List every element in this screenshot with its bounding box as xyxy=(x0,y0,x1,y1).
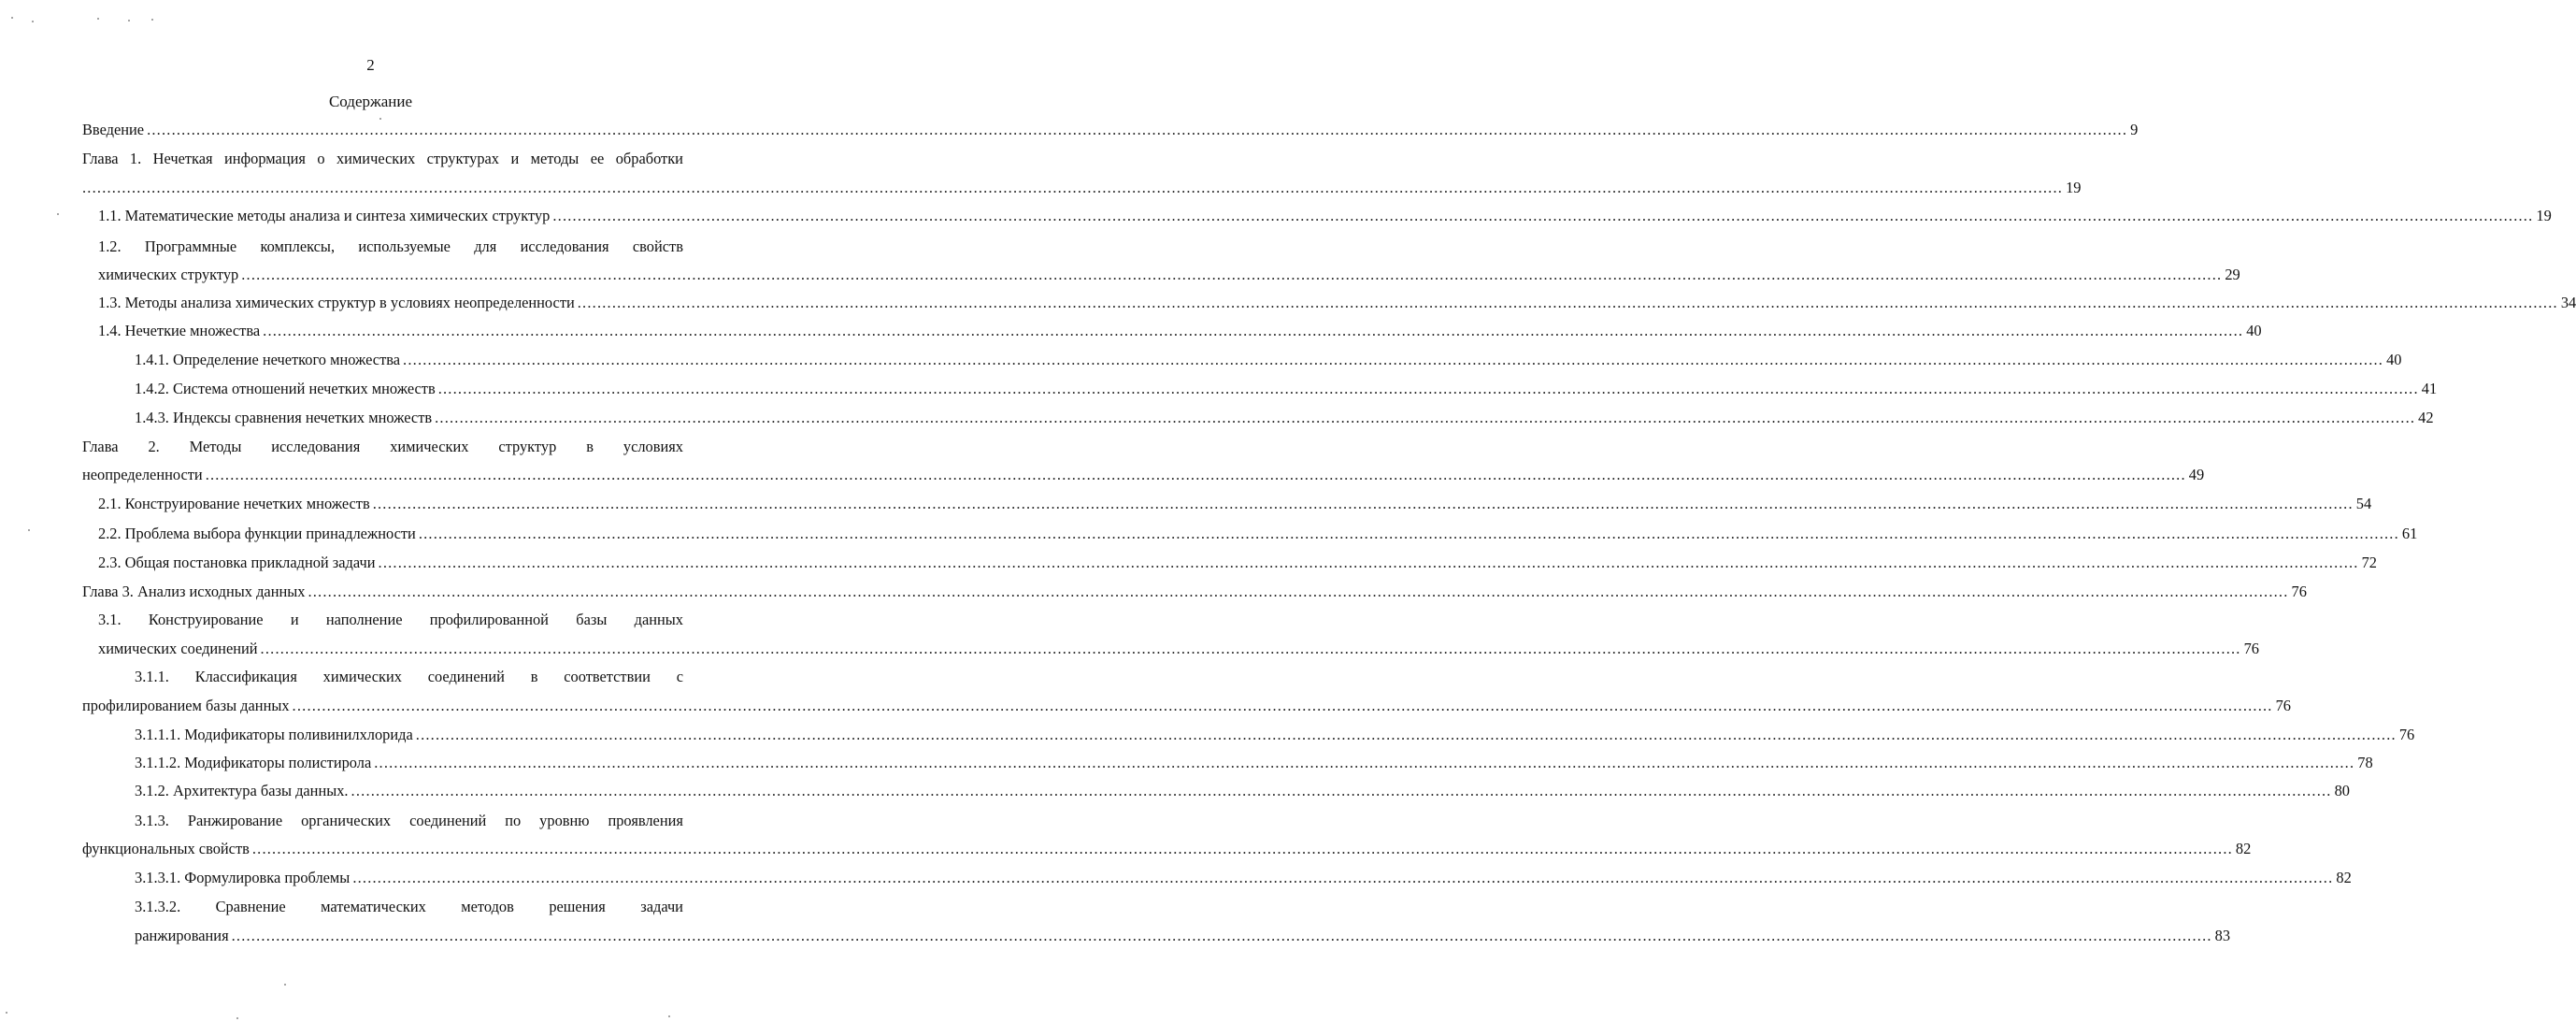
toc-word: Глава xyxy=(82,438,119,455)
toc-word: обработки xyxy=(615,150,683,167)
toc-entry xyxy=(98,640,2259,658)
leader-dots: ................................................................................................................................................................................................................................................................................................................................................................................................................ xyxy=(577,294,2558,311)
toc-entry xyxy=(98,495,2372,513)
toc-entry-wrapped-line xyxy=(98,238,683,256)
toc-entry xyxy=(135,869,2352,887)
leader-dots: ................................................................................................................................................................................................................................................................................................................................................................................................................ xyxy=(231,927,2212,944)
leader-dots: ................................................................................................................................................................................................................................................................................................................................................................................................................ xyxy=(374,754,2355,771)
toc-entry-text: неопределенности xyxy=(82,466,203,483)
toc-entry-text: Введение xyxy=(82,121,145,138)
leader-dots: ................................................................................................................................................................................................................................................................................................................................................................................................................ xyxy=(403,351,2384,368)
leader-dots: ................................................................................................................................................................................................................................................................................................................................................................................................................ xyxy=(241,266,2223,283)
toc-page-number: 83 xyxy=(2214,927,2231,944)
toc-page-number: 72 xyxy=(2361,554,2377,571)
toc-page-number: 29 xyxy=(2225,266,2240,283)
toc-word: 2. xyxy=(148,438,160,455)
toc-word: Ранжирование xyxy=(187,812,283,829)
toc-page-number: 80 xyxy=(2334,782,2350,799)
toc-word: соответствии xyxy=(564,668,651,685)
toc-word: 3.1.3.2. xyxy=(135,898,181,915)
toc-word: с xyxy=(676,668,683,685)
toc-entry xyxy=(98,294,2576,312)
toc-entry xyxy=(82,466,2205,484)
toc-page-number: 76 xyxy=(2275,697,2291,714)
leader-dots: ................................................................................................................................................................................................................................................................................................................................................................................................................ xyxy=(372,495,2354,512)
leader-dots: ................................................................................................................................................................................................................................................................................................................................................................................................................ xyxy=(552,207,2534,224)
toc-page-number: 40 xyxy=(2386,351,2402,368)
toc-entry-text: 1.3. Методы анализа химических структур в условиях неопределенности xyxy=(98,294,575,311)
toc-entry xyxy=(135,351,2402,369)
toc-entry xyxy=(135,409,2434,427)
leader-dots: ................................................................................................................................................................................................................................................................................................................................................................................................................ xyxy=(260,640,2241,657)
toc-word: математических xyxy=(321,898,426,915)
toc-word: 3.1. xyxy=(98,611,122,628)
toc-page-number: 82 xyxy=(2336,869,2352,886)
toc-word: о xyxy=(317,150,325,167)
toc-entry-wrapped-line xyxy=(135,898,683,916)
toc-word: химических xyxy=(336,150,416,167)
toc-word: решения xyxy=(549,898,606,915)
toc-page-number: 19 xyxy=(2536,207,2552,224)
leader-dots: ................................................................................................................................................................................................................................................................................................................................................................................................................ xyxy=(251,840,2233,857)
toc-word: Программные xyxy=(144,238,237,255)
leader-dots: ................................................................................................................................................................................................................................................................................................................................................................................................................ xyxy=(378,554,2359,571)
leader-dots: ................................................................................................................................................................................................................................................................................................................................................................................................................ xyxy=(205,466,2186,483)
toc-word: 3.1.3. xyxy=(135,812,169,829)
toc-word: структур xyxy=(498,438,557,455)
toc-entry-wrapped-line xyxy=(82,438,683,456)
toc-entry xyxy=(82,583,2307,601)
leader-dots: ................................................................................................................................................................................................................................................................................................................................................................................................................ xyxy=(435,409,2416,426)
toc-entry-text: химических соединений xyxy=(98,640,258,657)
toc-word: для xyxy=(474,238,497,255)
toc-word: свойств xyxy=(632,238,683,255)
toc-page-number: 34 xyxy=(2560,294,2576,311)
toc-entry-text: ранжирования xyxy=(135,927,229,944)
scan-speck xyxy=(97,18,99,20)
leader-dots: ................................................................................................................................................................................................................................................................................................................................................................................................................ xyxy=(263,322,2244,339)
scan-speck xyxy=(32,21,34,22)
toc-word: исследования xyxy=(520,238,609,255)
toc-entry-text: 2.3. Общая постановка прикладной задачи xyxy=(98,554,376,571)
toc-entry-text: 3.1.1.2. Модификаторы полистирола xyxy=(135,754,372,771)
toc-entry xyxy=(135,726,2415,744)
toc-word: Классификация xyxy=(194,668,297,685)
toc-word: химических xyxy=(322,668,402,685)
toc-word: ее xyxy=(590,150,605,167)
toc-entry-wrapped-line xyxy=(82,150,683,168)
toc-entry-text: 1.4.2. Система отношений нечетких множеств xyxy=(135,380,436,397)
toc-word: соединений xyxy=(409,812,487,829)
toc-entry xyxy=(82,121,2139,139)
leader-dots: ................................................................................................................................................................................................................................................................................................................................................................................................................ xyxy=(292,697,2273,714)
toc-page-number: 19 xyxy=(2066,179,2082,196)
toc-title: Содержание xyxy=(328,93,413,110)
leader-dots: ................................................................................................................................................................................................................................................................................................................................................................................................................ xyxy=(352,869,2334,886)
toc-entry xyxy=(98,554,2377,572)
toc-word: 3.1.1. xyxy=(135,668,169,685)
scan-speck xyxy=(151,19,153,21)
toc-word: базы xyxy=(576,611,608,628)
scan-speck xyxy=(668,1015,670,1017)
toc-entry-text: профилированием базы данных xyxy=(82,697,290,714)
toc-word: исследования xyxy=(271,438,361,455)
toc-word: данных xyxy=(634,611,683,628)
toc-page-number: 40 xyxy=(2246,322,2262,339)
toc-entry xyxy=(135,782,2350,800)
toc-entry-text: 3.1.1.1. Модификаторы поливинилхлорида xyxy=(135,726,413,743)
toc-entry xyxy=(82,840,2252,858)
toc-entry-text: 3.1.2. Архитектура базы данных. xyxy=(135,782,349,799)
leader-dots: ................................................................................................................................................................................................................................................................................................................................................................................................................ xyxy=(147,121,2128,138)
toc-word: 1.2. xyxy=(98,238,122,255)
toc-word: органических xyxy=(301,812,392,829)
leader-dots: ................................................................................................................................................................................................................................................................................................................................................................................................................ xyxy=(308,583,2289,600)
toc-word: и xyxy=(290,611,299,628)
leader-dots: ................................................................................................................................................................................................................................................................................................................................................................................................................ xyxy=(437,380,2419,397)
scan-speck xyxy=(236,1017,238,1019)
toc-page-number: 41 xyxy=(2421,380,2438,397)
toc-word: по xyxy=(505,812,522,829)
toc-entry-wrapped-line xyxy=(98,611,683,629)
page-number: 2 xyxy=(366,56,375,74)
toc-entry xyxy=(135,754,2373,772)
toc-word: и xyxy=(510,150,520,167)
toc-word: Сравнение xyxy=(215,898,286,915)
scan-speck xyxy=(379,118,381,120)
toc-entry-text: Глава 3. Анализ исходных данных xyxy=(82,583,306,600)
toc-entry-text: функциональных свойств xyxy=(82,840,250,857)
toc-word: профилированной xyxy=(429,611,549,628)
toc-entry-text: 1.1. Математические методы анализа и синтеза химических структур xyxy=(98,207,551,224)
toc-entry xyxy=(98,322,2262,340)
toc-page-number: 82 xyxy=(2235,840,2252,857)
toc-entry-wrapped-line xyxy=(135,812,683,830)
toc-word: наполнение xyxy=(325,611,403,628)
toc-entry-text: химических структур xyxy=(98,266,239,283)
leader-dots: ................................................................................................................................................................................................................................................................................................................................................................................................................ xyxy=(415,726,2397,743)
toc-word: уровню xyxy=(539,812,590,829)
toc-page-number: 54 xyxy=(2355,495,2372,512)
toc-word: Нечеткая xyxy=(152,150,213,167)
toc-page-number: 78 xyxy=(2357,754,2373,771)
toc-page-number: 76 xyxy=(2398,726,2415,743)
toc-word: Конструирование xyxy=(148,611,264,628)
scan-speck xyxy=(128,20,130,22)
toc-word: задачи xyxy=(640,898,683,915)
toc-word: условиях xyxy=(623,438,683,455)
toc-entry-text: 1.4.1. Определение нечеткого множества xyxy=(135,351,401,368)
scan-speck xyxy=(28,529,30,531)
toc-entry-text: 1.4. Нечеткие множества xyxy=(98,322,261,339)
scan-speck xyxy=(11,17,13,19)
toc-page-number: 61 xyxy=(2401,525,2418,542)
toc-word: Методы xyxy=(189,438,242,455)
leader-dots: ................................................................................................................................................................................................................................................................................................................................................................................................................ xyxy=(418,525,2399,542)
toc-entry xyxy=(135,927,2231,945)
toc-entry-text: 3.1.3.1. Формулировка проблемы xyxy=(135,869,351,886)
toc-page-number: 42 xyxy=(2418,409,2434,426)
toc-entry-text: 1.4.3. Индексы сравнения нечетких множеств xyxy=(135,409,433,426)
toc-entry xyxy=(135,380,2438,398)
leader-dots: ................................................................................................................................................................................................................................................................................................................................................................................................................ xyxy=(351,782,2332,799)
toc-word: химических xyxy=(390,438,469,455)
toc-entry xyxy=(98,266,2240,284)
toc-entry-text: 2.1. Конструирование нечетких множеств xyxy=(98,495,370,512)
toc-word: используемые xyxy=(358,238,451,255)
toc-entry xyxy=(98,207,2552,225)
toc-entry-wrapped-line xyxy=(135,668,683,686)
toc-word: проявления xyxy=(608,812,683,829)
toc-word: комплексы, xyxy=(260,238,336,255)
scan-speck xyxy=(284,984,286,986)
toc-entry-continuation xyxy=(82,179,2082,197)
toc-word: информация xyxy=(223,150,306,167)
scan-speck xyxy=(57,213,59,215)
toc-word: в xyxy=(530,668,538,685)
toc-page-number: 76 xyxy=(2291,583,2307,600)
scan-speck xyxy=(6,1012,7,1014)
leader-dots: ................................................................................................................................................................................................................................................................................................................................................................................................................ xyxy=(82,179,2064,196)
toc-word: Глава xyxy=(82,150,119,167)
toc-word: соединений xyxy=(427,668,505,685)
toc-entry xyxy=(98,525,2418,543)
toc-page-number: 49 xyxy=(2188,466,2205,483)
toc-word: методов xyxy=(461,898,514,915)
toc-entry-text: 2.2. Проблема выбора функции принадлежности xyxy=(98,525,416,542)
toc-word: в xyxy=(586,438,594,455)
toc-word: структурах xyxy=(426,150,500,167)
toc-word: 1. xyxy=(129,150,142,167)
toc-page-number: 76 xyxy=(2243,640,2259,657)
toc-page-number: 9 xyxy=(2130,121,2139,138)
toc-entry xyxy=(82,697,2291,715)
toc-word: методы xyxy=(530,150,580,167)
